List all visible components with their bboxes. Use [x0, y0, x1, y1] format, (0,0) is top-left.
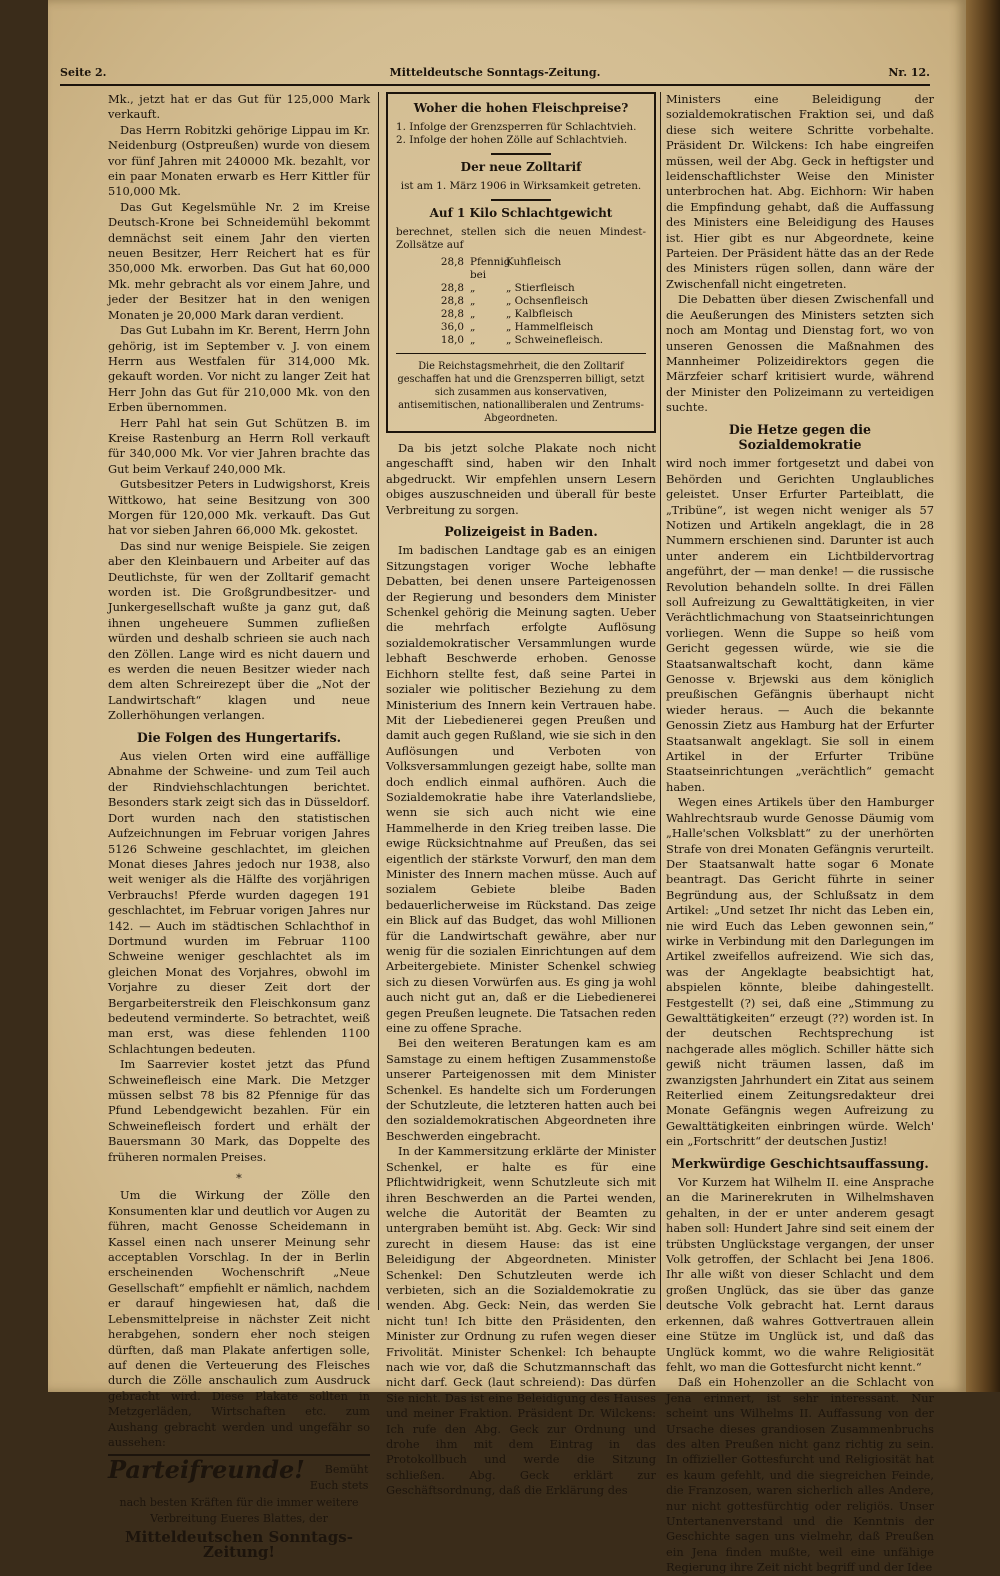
paragraph: Aus vielen Orten wird eine auffällige Abnahme der Schweine- und zum Teil auch der Rindviehschlachtungen berichtet. Besonders stark zeigt sich das in Düsseldorf. Dort wurden nach den statistischen Aufzeichnungen im Februar vorigen Jahres 5126 Schweine geschlachtet, im gleichen Monat dieses Jahres jedoch nur 1938, also weit weniger als die Hälfte des vorjährigen Verbrauchs! Pferde wurden dagegen 191 geschlachtet, im Februar vorigen Jahres nur 142. — Auch im städtischen Schlachthof in Dortmund wurden im Februar 1100 Schweine weniger geschlachtet als im gleichen Monat des Vorjahres, obwohl im Vorjahre zu dieser Zeit dort der Bergarbeiterstreik den Fleischkonsum ganz bedeutend verminderte. So betrachtet, weiß man erst, was diese fehlenden 1100 Schlachtungen bedeuten.	[108, 749, 370, 1056]
poster-subtitle: Auf 1 Kilo Schlachtgewicht	[429, 206, 613, 220]
page-header	[60, 62, 930, 84]
paragraph: Im badischen Landtage gab es an einigen Sitzungstagen voriger Woche lebhafte Debatten, bei denen unsere Parteigenossen der Regierung und besonders dem Minister Schenkel gehörig die Meinung sagten. Ueber die mehrfach erfolgte Auflösung sozialdemokratischer Versammlungen wurde lebhaft Beschwerde erhoben. Genosse Eichhorn stellte fest, daß seine Partei in sozialer wie politischer Beziehung zu dem Ministerium des Innern kein Vertrauen habe. Mit der Liebedienerei gegen Preußen und damit auch gegen Rußland, wie sie sich in den Auflösungen und Verboten von Volksversammlungen gezeigt habe, sollte man doch endlich einmal aufhören. Auch die Sozialdemokratie habe ihre Vaterlandsliebe, wenn sie sich auch nicht wie eine Hammelherde in den Krieg treiben lasse. Die ewige Rücksichtnahme auf Preußen, das sei eigentlich der stärkste Vorwurf, den man dem Minister des Innern machen müsse. Auch auf sozialem Gebiete bleibe Baden bedauerlicherweise im Rückstand. Das zeige ein Blick auf das Budget, das wohl Millionen für die Landwirtschaft gewähre, aber nur wenig für die sozialen Einrichtungen auf dem Arbeitergebiete. Minister Schenkel schwieg sich zu diesen Vorwürfen aus. Es ging ja wohl auch nicht gut an, daß er die Liebedienerei gegen Preußen leugnete. Die Tatsachen reden eine zu offene Sprache.	[386, 543, 656, 1036]
column-2	[386, 92, 656, 1498]
promo-text: nach besten Kräften für die immer weitere Verbreitung Eueres Blattes, der	[119, 1496, 359, 1525]
article-heading: Die Hetze gegen die Sozialdemokratie	[728, 421, 872, 452]
poster-line: 1. Infolge der Grenzsperren für Schlachtvieh.	[396, 121, 637, 133]
article-heading: Polizeigeist in Baden.	[444, 524, 598, 540]
poster-separator	[491, 199, 551, 201]
paragraph: Wegen eines Artikels über den Hamburger Wahlrechtsraub wurde Genosse Däumig vom „Halle'schen Volksblatt“ zu der unerhörten Strafe von drei Monaten Gefängnis verurteilt. Der Staatsanwalt hatte sogar 6 Monate beantragt. Das Gericht führte in seiner Begründung aus, der Schlußsatz in dem Artikel: „Und setzet Ihr nicht das Leben ein, nie wird Euch das Leben gewonnen sein,“ wirke in Verbindung mit den Darlegungen im Artikel zweifellos aufreizend. Wie sich das, was der Angeklagte beabsichtigt hat, abspielen könnte, bleibe dahingestellt. Festgestellt (?) sei, daß eine „Stimmung zu Gewalttätigkeiten“ erzeugt (??) worden ist. In der deutschen Rechtsprechung ist nachgerade alles möglich. Schiller hätte sich gewiß nicht träumen lassen, daß im zwanzigsten Jahrhundert ein Zitat aus seinem Reiterlied einem Zeitungsredakteur drei Monate Gefängnis wegen Aufreizung zu Gewalttätigkeiten einbringen würde. Welch' ein „Fortschritt“ der deutschen Justiz!	[666, 795, 934, 1149]
page-number: Seite 2.	[60, 66, 107, 79]
tariff-row: 28,8 Pfennig bei Kuhfleisch	[440, 256, 562, 281]
paragraph: Im Saarrevier kostet jetzt das Pfund Schweinefleisch eine Mark. Die Metzger müssen selbst 78 bis 82 Pfennige für das Pfund Lebendgewicht bezahlen. Für ein Schweinefleisch fordert und erhält der Bauersmann 30 Mark, das Doppelte des früheren normalen Preises.	[108, 1057, 370, 1164]
column-3	[666, 92, 934, 1575]
poster-line: berechnet, stellen sich die neuen Mindest-Zollsätze auf	[396, 226, 646, 251]
promo-box	[108, 1454, 370, 1560]
paragraph: Ministers eine Beleidigung der sozialdemokratischen Fraktion sei, und daß diese sich weitere Schritte vorbehalte. Präsident Dr. Wilckens: Ich habe eingreifen müssen, weil der Abg. Geck in heftigster und leidenschaftlichster Weise den Minister unterbrochen hat. Abg. Eichhorn: Wir haben die Empfindung gehabt, daß die Auffassung des Ministers eine Beleidigung des Hauses ist. Hier gibt es nur Abgeordnete, keine Parteien. Der Präsident hätte das an der Rede des Ministers rügen sollen, dann wäre der Zwischenfall nicht eingetreten.	[666, 92, 934, 291]
article-heading: Merkwürdige Geschichtsauffassung.	[671, 1155, 929, 1171]
paragraph: In der Kammersitzung erklärte der Minister Schenkel, er halte es für eine Pflichtwidrigkeit, wenn Schutzleute sich mit ihren Beschwerden an die Partei wenden, welche die Autorität der Beamten zu untergraben bemüht ist. Abg. Geck: Wir sind zurecht in diesem Hause: das ist eine Beleidigung der Abgeordneten. Minister Schenkel: Den Schutzleuten werde ich verbieten, sich an die Sozialdemokratie zu wenden. Abg. Geck: Nein, das werden Sie nicht tun! Ich bitte den Präsidenten, den Minister zur Ordnung zu rufen wegen dieser Frivolität. Minister Schenkel: Ich behaupte nach wie vor, daß die Schutzmannschaft das nicht darf. Geck (laut schreiend): Das dürfen Sie nicht. Das ist eine Beleidigung des Hauses und meiner Fraktion. Präsident Dr. Wilckens: Ich rufe den Abg. Geck zur Ordnung und drohe ihm mit dem Eintrag in das Protokollbuch und werde die Sitzung schließen. Abg. Geck erklärt zur Geschäftsordnung, daß die Erklärung des	[386, 1144, 656, 1498]
tariff-row: 36,0 „ „ Hammelfleisch	[440, 321, 594, 333]
paragraph: Vor Kurzem hat Wilhelm II. eine Ansprache an die Marinerekruten in Wilhelmshaven gehalten, in der er unter anderem gesagt haben soll: Hundert Jahre sind seit einem der trübsten Unglückstage vergangen, der unser Volk getroffen, der Schlacht bei Jena 1806. Ihr alle wißt von dieser Schlacht und dem großen Unglück, das sie über das ganze deutsche Volk gebracht hat. Lernt daraus erkennen, daß wahres Gottvertrauen allein eine Stütze im Unglück ist, und daß das Unglück kommt, wo die wahre Religiosität fehlt, wo man die Gottesfurcht nicht kennt.“	[666, 1175, 934, 1374]
paragraph: Das Herrn Robitzki gehörige Lippau im Kr. Neidenburg (Ostpreußen) wurde von diesem vor fünf Jahren mit 240000 Mk. bezahlt, vor ein paar Monaten erwarb es Herr Kittler für 510,000 Mk.	[108, 122, 370, 199]
poster-subtitle: Der neue Zolltarif	[460, 160, 582, 174]
paragraph: Das Gut Kegelsmühle Nr. 2 im Kreise Deutsch-Krone bei Schneidemühl bekommt demnächst seit einem Jahr den vierten neuen Besitzer, Herr Reichert hat es für 350,000 Mk. erworben. Das Gut hat 60,000 Mk. mehr gebracht als vor einem Jahre, und jeder der Besitzer hat in den wenigen Monaten je 20,000 Mark daran verdient.	[108, 199, 370, 322]
paragraph: Herr Pahl hat sein Gut Schützen B. im Kreise Rastenburg an Herrn Roll verkauft für 340,000 Mk. Vor vier Jahren brachte das Gut beim Verkauf 240,000 Mk.	[108, 415, 370, 476]
paragraph: Bei den weiteren Beratungen kam es am Samstage zu einem heftigen Zusammenstoße unserer Parteigenossen mit dem Minister Schenkel. Es handelte sich um Forderungen der Schutzleute, die letzteren hatten auch bei den sozialdemokratischen Abgeordneten ihre Beschwerden eingebracht.	[386, 1036, 656, 1143]
paragraph: Daß ein Hohenzoller an die Schlacht von Jena erinnert, ist sehr interessant. Nur scheint uns Wilhelms II. Auffassung von der Ursache dieses grandiosen Zusammenbruchs des alten Preußen nicht ganz richtig zu sein. In offizieller Gottesfurcht und Religiosität hat es kaum gefehlt, und die siegreichen Feinde, die Franzosen, waren sicherlich alles Andere, nur nicht gottesfürchtig oder religiös. Unser Untertanenverstand und die Kenntnis der Geschichte sagen uns vielmehr, daß Preußen ein Jena finden mußte, weil eine unfähige Regierung ihre Zeit nicht begriff und der Idee	[666, 1375, 934, 1575]
paragraph: Da bis jetzt solche Plakate noch nicht angeschafft sind, haben wir den Inhalt abgedruckt. Wir empfehlen unsern Lesern obiges auszuschneiden und überall für beste Verbreitung zu sorgen.	[386, 441, 656, 517]
poster-line: ist am 1. März 1906 in Wirksamkeit getreten.	[400, 180, 642, 192]
section-separator: *	[236, 1171, 242, 1186]
promo-headline: Parteifreunde!	[108, 1455, 305, 1485]
paragraph: Gutsbesitzer Peters in Ludwigshorst, Kreis Wittkowo, hat seine Besitzung von 300 Morgen für 120,000 Mk. verkauft. Das Gut hat vor sieben Jahren 66,000 Mk. gekostet.	[108, 477, 370, 538]
issue-number: Nr. 12.	[888, 66, 930, 79]
column-divider-2	[660, 92, 661, 1310]
article-heading: Die Folgen des Hungertarifs.	[136, 729, 342, 745]
promo-paper-name: Mitteldeutschen Sonntags-Zeitung!	[125, 1527, 353, 1562]
header-rule	[60, 84, 930, 86]
paragraph: Das Gut Lubahn im Kr. Berent, Herrn John gehörig, ist im September v. J. von einem Herrn aus Westfalen für 314,000 Mk. gekauft worden. Vor nicht zu langer Zeit hat Herr John das Gut für 210,000 Mk. von den Erben übernommen.	[108, 323, 370, 415]
paragraph: Mk., jetzt hat er das Gut für 125,000 Mark verkauft.	[108, 92, 370, 122]
tariff-row: 28,8 „ „ Kalbfleisch	[440, 308, 573, 320]
tariff-row: 28,8 „ „ Stierfleisch	[440, 282, 575, 294]
poster-box	[386, 92, 656, 433]
poster-separator	[491, 153, 551, 155]
paragraph: wird noch immer fortgesetzt und dabei von Behörden und Gerichten Unglaubliches geleistet. Unser Erfurter Parteiblatt, die „Tribüne“, ist wegen nicht weniger als 57 Notizen und Artikeln angeklagt, die in 28 Nummern erschienen sind. Darunter ist auch unter anderem ein Lichtbildervortrag angeführt, der — man denke! — die russische Revolution behandeln sollte. In drei Fällen soll Aufreizung zu Gewalttätigkeiten, in vier Verächtlichmachung von Staatseinrichtungen vorliegen. Wenn die Suppe so heiß vom Gericht gegessen würde, wie sie die Staatsanwaltschaft kocht, dann käme Genosse v. Brjewski aus dem königlich preußischen Gefängnis überhaupt nicht wieder heraus. — Auch die bekannte Genossin Zietz aus Hamburg hat der Erfurter Staatsanwalt angeklagt. Sie soll in einem Artikel in der Erfurter Tribüne Staatseinrichtungen „verächtlich“ gemacht haben.	[666, 456, 934, 794]
masthead-title: Mitteldeutsche Sonntags-Zeitung.	[389, 66, 601, 79]
column-divider-1	[378, 92, 379, 1310]
poster-note: Die Reichstagsmehrheit, die den Zolltarif geschaffen hat und die Grenzsperren billigt, setzt sich zusammen aus konservativen, antisemitischen, nationalliberalen und Zentrums-Abgeordneten.	[396, 353, 646, 425]
tariff-table	[396, 256, 646, 347]
poster-line: 2. Infolge der hohen Zölle auf Schlachtvieh.	[396, 134, 628, 146]
poster-title: Woher die hohen Fleischpreise?	[413, 101, 629, 115]
tariff-row: 18,0 „ „ Schweinefleisch.	[440, 334, 604, 346]
paragraph: Um die Wirkung der Zölle den Konsumenten klar und deutlich vor Augen zu führen, macht Genosse Scheidemann in Kassel einen nach unserer Meinung sehr acceptablen Vorschlag. In der in Berlin erscheinenden Wochenschrift „Neue Gesellschaft“ empfiehlt er nämlich, nachdem er darauf hingewiesen hat, daß die Lebensmittelpreise in nächster Zeit nicht herabgehen, sondern eher noch steigen dürften, daß man Plakate anfertigen solle, auf denen die Verteuerung des Fleisches durch die Zölle anschaulich zum Ausdruck gebracht wird. Diese Plakate sollten in Metzgerläden, Wirtschaften etc. zum Aushang gebracht werden und ungefähr so aussehen:	[108, 1188, 370, 1449]
promo-subline: Bemüht Euch stets	[309, 1463, 369, 1492]
paragraph: Das sind nur wenige Beispiele. Sie zeigen aber den Kleinbauern und Arbeiter auf das Deutlichste, für wen der Zolltarif gemacht worden ist. Die Großgrundbesitzer- und Junkergesellschaft wußte ja ganz gut, daß ihnen ungeheuere Summen zufließen würden und deshalb schrieen sie auch nach den Zöllen. Lange wird es nicht dauern und es werden die neuen Besitzer wieder nach dem alten Schreirezept über die „Not der Landwirtschaft“ klagen und neue Zollerhöhungen verlangen.	[108, 538, 370, 723]
tariff-row: 28,8 „ „ Ochsenfleisch	[440, 295, 589, 307]
column-1	[108, 92, 370, 1562]
paragraph: Die Debatten über diesen Zwischenfall und die Aeußerungen des Ministers setzten sich noch am Montag und Dienstag fort, wo von unseren Genossen die Maßnahmen des Mannheimer Polizeidirektors gegen die Märzfeier scharf kritisiert wurde, während der Minister den Polizeimann zu verteidigen suchte.	[666, 292, 934, 415]
